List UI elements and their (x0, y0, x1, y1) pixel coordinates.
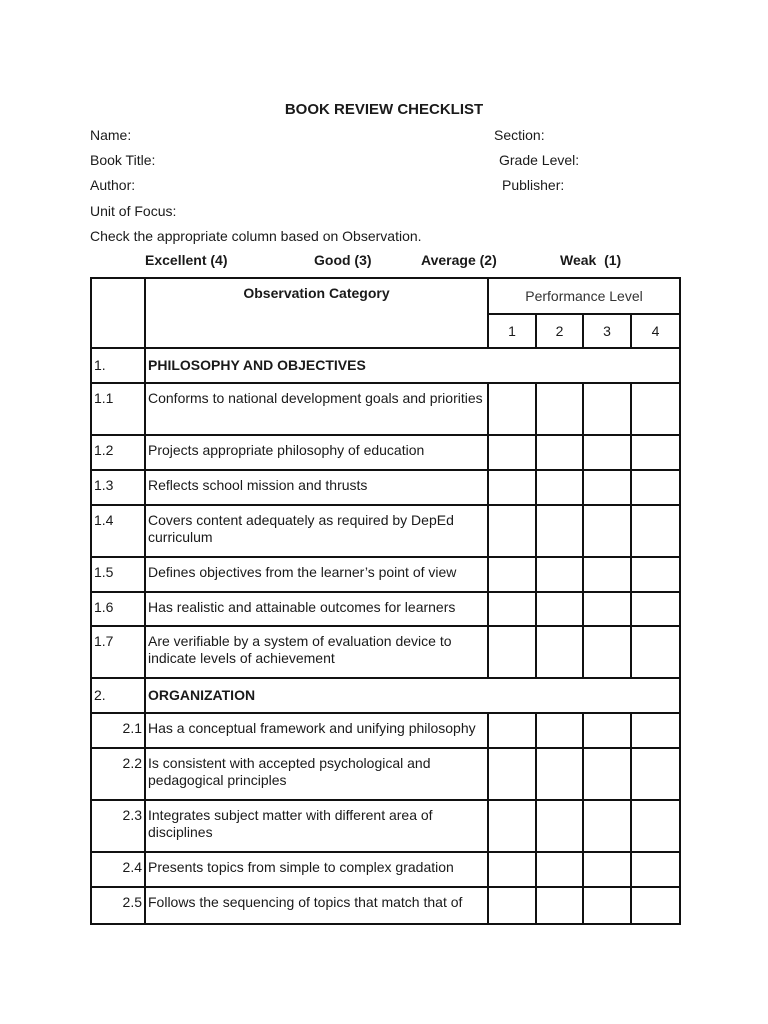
item-text: Is consistent with accepted psychological and pedagogical principles (146, 749, 489, 801)
level-2-header: 2 (537, 315, 584, 349)
section-title: PHILOSOPHY AND OBJECTIVES (146, 349, 679, 384)
level-2-checkbox[interactable] (537, 888, 584, 923)
rating-weak: Weak (1) (560, 252, 622, 268)
item-number: 1.4 (92, 506, 146, 558)
table-row (92, 506, 679, 558)
item-text: Has a conceptual framework and unifying philosophy (146, 714, 489, 749)
level-4-checkbox[interactable] (632, 888, 679, 923)
level-4-checkbox[interactable] (632, 471, 679, 506)
table-row (92, 801, 679, 853)
item-text: Has realistic and attainable outcomes for learners (146, 593, 489, 627)
level-4-checkbox[interactable] (632, 436, 679, 471)
item-text: Covers content adequately as required by DepEd curriculum (146, 506, 489, 558)
item-number: 2.3 (92, 801, 146, 853)
item-number: 2.4 (92, 853, 146, 888)
table-row (92, 384, 679, 436)
table-row (92, 749, 679, 801)
rating-average: Average (2) (421, 252, 497, 268)
level-1-checkbox[interactable] (489, 471, 537, 506)
level-1-checkbox[interactable] (489, 801, 537, 853)
level-4-checkbox[interactable] (632, 853, 679, 888)
item-text: Are verifiable by a system of evaluation device to indicate levels of achievement (146, 627, 489, 679)
section-title: ORGANIZATION (146, 679, 679, 714)
level-1-checkbox[interactable] (489, 714, 537, 749)
item-number: 1.7 (92, 627, 146, 679)
level-4-checkbox[interactable] (632, 714, 679, 749)
rating-good: Good (3) (314, 252, 372, 268)
level-3-header: 3 (584, 315, 632, 349)
table-row (92, 888, 679, 923)
level-4-checkbox[interactable] (632, 558, 679, 593)
level-3-checkbox[interactable] (584, 801, 632, 853)
level-1-checkbox[interactable] (489, 593, 537, 627)
item-text: Follows the sequencing of topics that match that of (146, 888, 489, 923)
level-1-checkbox[interactable] (489, 853, 537, 888)
level-3-checkbox[interactable] (584, 593, 632, 627)
level-2-checkbox[interactable] (537, 593, 584, 627)
level-3-checkbox[interactable] (584, 888, 632, 923)
rating-excellent: Excellent (4) (145, 252, 228, 268)
level-4-checkbox[interactable] (632, 627, 679, 679)
level-2-checkbox[interactable] (537, 627, 584, 679)
instruction-text: Check the appropriate column based on Observation. (90, 228, 422, 244)
level-2-checkbox[interactable] (537, 436, 584, 471)
item-number: 1.5 (92, 558, 146, 593)
level-1-checkbox[interactable] (489, 888, 537, 923)
publisher-label: Publisher: (502, 177, 565, 193)
table-row (92, 558, 679, 593)
level-4-checkbox[interactable] (632, 801, 679, 853)
level-3-checkbox[interactable] (584, 714, 632, 749)
header-blank-cell (92, 279, 146, 349)
item-number: 2.1 (92, 714, 146, 749)
author-label: Author: (90, 177, 136, 193)
level-4-checkbox[interactable] (632, 506, 679, 558)
level-3-checkbox[interactable] (584, 436, 632, 471)
unit-of-focus-label: Unit of Focus: (90, 203, 177, 219)
item-number: 2.2 (92, 749, 146, 801)
level-3-checkbox[interactable] (584, 506, 632, 558)
level-2-checkbox[interactable] (537, 714, 584, 749)
item-text: Projects appropriate philosophy of education (146, 436, 489, 471)
item-number: 1.3 (92, 471, 146, 506)
level-2-checkbox[interactable] (537, 853, 584, 888)
section-number: 1. (92, 349, 146, 384)
table-row (92, 471, 679, 506)
level-2-checkbox[interactable] (537, 801, 584, 853)
level-2-checkbox[interactable] (537, 749, 584, 801)
section-row (92, 679, 679, 714)
table-row (92, 593, 679, 627)
level-1-checkbox[interactable] (489, 506, 537, 558)
table-row (92, 714, 679, 749)
level-3-checkbox[interactable] (584, 384, 632, 436)
level-4-header: 4 (632, 315, 679, 349)
level-1-checkbox[interactable] (489, 627, 537, 679)
item-text: Presents topics from simple to complex gradation (146, 853, 489, 888)
name-label: Name: (90, 127, 132, 143)
level-3-checkbox[interactable] (584, 853, 632, 888)
item-text: Integrates subject matter with different area of disciplines (146, 801, 489, 853)
level-1-checkbox[interactable] (489, 558, 537, 593)
table-row (92, 853, 679, 888)
item-number: 1.2 (92, 436, 146, 471)
header-performance-level: Performance Level (489, 279, 679, 315)
level-3-checkbox[interactable] (584, 471, 632, 506)
level-3-checkbox[interactable] (584, 749, 632, 801)
item-text: Reflects school mission and thrusts (146, 471, 489, 506)
section-label: Section: (494, 127, 545, 143)
level-3-checkbox[interactable] (584, 558, 632, 593)
section-row (92, 349, 679, 384)
grade-level-label: Grade Level: (499, 152, 580, 168)
header-row (92, 279, 679, 315)
header-observation-category: Observation Category (146, 279, 489, 349)
book-title-label: Book Title: (90, 152, 156, 168)
section-number: 2. (92, 679, 146, 714)
level-3-checkbox[interactable] (584, 627, 632, 679)
document-title: BOOK REVIEW CHECKLIST (284, 101, 484, 118)
table-row (92, 627, 679, 679)
item-number: 2.5 (92, 888, 146, 923)
level-1-header: 1 (489, 315, 537, 349)
level-1-checkbox[interactable] (489, 436, 537, 471)
level-2-checkbox[interactable] (537, 506, 584, 558)
checklist-table (90, 277, 681, 925)
item-text: Conforms to national development goals and priorities (146, 384, 489, 436)
level-4-checkbox[interactable] (632, 749, 679, 801)
level-4-checkbox[interactable] (632, 384, 679, 436)
item-number: 1.1 (92, 384, 146, 436)
level-1-checkbox[interactable] (489, 749, 537, 801)
level-2-checkbox[interactable] (537, 384, 584, 436)
item-number: 1.6 (92, 593, 146, 627)
level-2-checkbox[interactable] (537, 558, 584, 593)
level-4-checkbox[interactable] (632, 593, 679, 627)
item-text: Defines objectives from the learner’s point of view (146, 558, 489, 593)
level-1-checkbox[interactable] (489, 384, 537, 436)
level-2-checkbox[interactable] (537, 471, 584, 506)
table-row (92, 436, 679, 471)
